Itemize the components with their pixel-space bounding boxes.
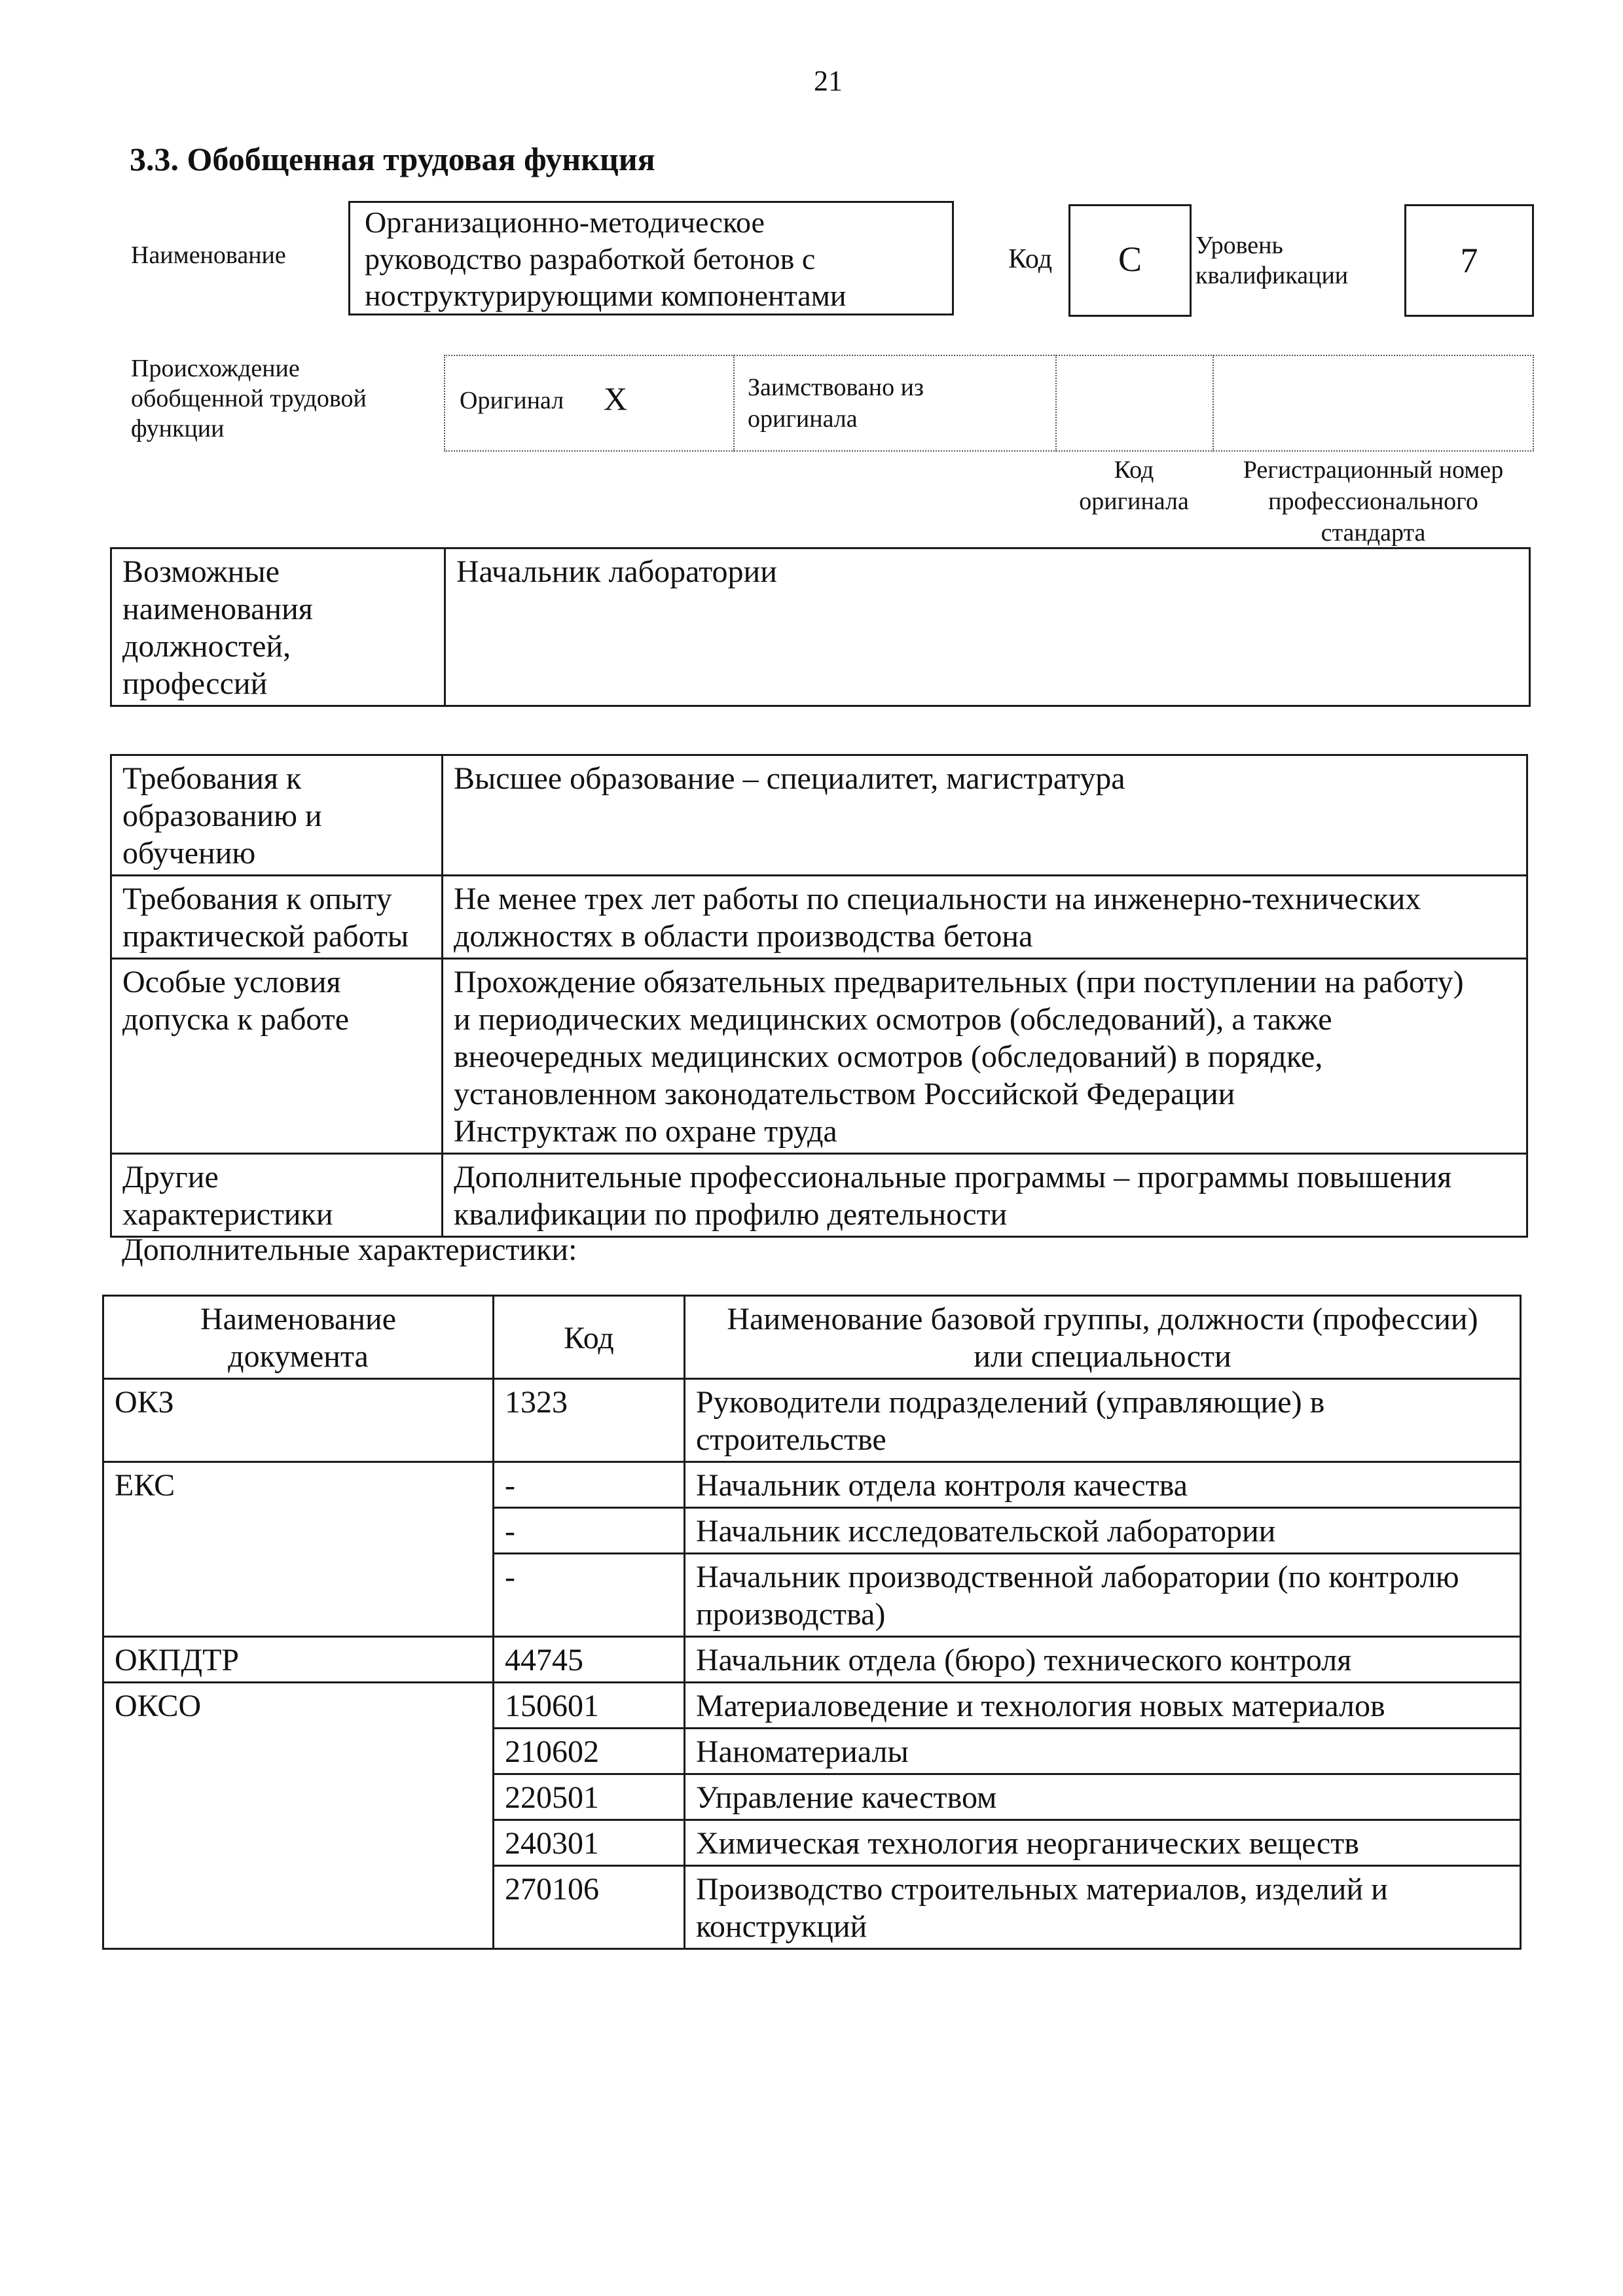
header-row xyxy=(103,1296,1521,1379)
code-cell: 220501 xyxy=(494,1774,685,1820)
level-value-box xyxy=(1404,204,1534,317)
code-label: Код xyxy=(1008,244,1053,274)
code-cell: 210602 xyxy=(494,1729,685,1774)
name-label: Наименование xyxy=(131,242,286,269)
table-row xyxy=(103,1637,1521,1683)
header-document: Наименование документа xyxy=(103,1296,494,1379)
req-value: Не менее трех лет работы по специальности на инженерно-технических должностях в области производства бетона xyxy=(443,876,1527,959)
reg-number-label: Регистрационный номер профессионального стандарта xyxy=(1243,456,1504,547)
code-value: C xyxy=(1118,240,1142,279)
req-value: Прохождение обязательных предварительных (при поступлении на работу) и периодических медицинских осмотров (обследований), а также внеочередных медицинских осмотров (обследований) в порядке, установленном законодательством Российской Федерации Инструктаж по охране труда xyxy=(443,959,1527,1154)
table-row xyxy=(103,1683,1521,1729)
req-row xyxy=(111,876,1527,959)
original-label: Оригинал xyxy=(460,387,564,414)
name-cell: Начальник отдела (бюро) технического контроля xyxy=(685,1637,1521,1683)
name-cell: Начальник исследовательской лаборатории xyxy=(685,1508,1521,1554)
section-title: 3.3. Обобщенная трудовая функция xyxy=(130,141,655,177)
borrowed-label: Заимствовано из оригинала xyxy=(748,374,924,433)
code-original-label: Код оригинала xyxy=(1079,456,1189,515)
code-cell: 240301 xyxy=(494,1820,685,1866)
level-label: Уровень квалификации xyxy=(1195,232,1349,289)
additional-title: Дополнительные характеристики: xyxy=(122,1232,577,1267)
code-value-box xyxy=(1068,204,1192,317)
code-cell: 150601 xyxy=(494,1683,685,1729)
code-cell: - xyxy=(494,1462,685,1508)
additional-table xyxy=(102,1295,1522,1950)
doc-cell: ОКСО xyxy=(103,1683,494,1949)
table-row xyxy=(103,1462,1521,1508)
page-number: 21 xyxy=(814,65,843,97)
name-cell: Руководители подразделений (управляющие) в строительстве xyxy=(685,1379,1521,1462)
doc-cell: ЕКС xyxy=(103,1462,494,1637)
code-cell: - xyxy=(494,1554,685,1637)
origin-div-2 xyxy=(1055,355,1057,452)
origin-div-1 xyxy=(733,355,735,452)
positions-value: Начальник лаборатории xyxy=(445,548,1530,706)
positions-label: Возможные наименования должностей, профессий xyxy=(111,548,445,706)
requirements-table xyxy=(110,754,1528,1238)
name-cell: Производство строительных материалов, изделий и конструкций xyxy=(685,1866,1521,1949)
name-cell: Наноматериалы xyxy=(685,1729,1521,1774)
req-label: Другие характеристики xyxy=(111,1154,443,1237)
req-row xyxy=(111,1154,1527,1237)
code-cell: - xyxy=(494,1508,685,1554)
name-cell: Начальник отдела контроля качества xyxy=(685,1462,1521,1508)
name-value-box xyxy=(348,201,954,315)
name-value: Организационно-методическое руководство разработкой бетонов с ноструктурирующими компонентами xyxy=(365,206,847,312)
origin-div-3 xyxy=(1213,355,1214,452)
code-cell: 1323 xyxy=(494,1379,685,1462)
code-cell: 44745 xyxy=(494,1637,685,1683)
table-row xyxy=(103,1379,1521,1462)
level-value: 7 xyxy=(1460,241,1478,280)
req-row xyxy=(111,755,1527,876)
req-label: Особые условия допуска к работе xyxy=(111,959,443,1154)
name-cell: Химическая технология неорганических веществ xyxy=(685,1820,1521,1866)
req-value: Высшее образование – специалитет, магистратура xyxy=(443,755,1527,876)
doc-cell: ОКЗ xyxy=(103,1379,494,1462)
origin-label: Происхождение обобщенной трудовой функции xyxy=(131,355,367,442)
header-code: Код xyxy=(494,1296,685,1379)
header-name: Наименование базовой группы, должности (профессии) или специальности xyxy=(685,1296,1521,1379)
req-label: Требования к образованию и обучению xyxy=(111,755,443,876)
req-label: Требования к опыту практической работы xyxy=(111,876,443,959)
req-value: Дополнительные профессиональные программы – программы повышения квалификации по профилю деятельности xyxy=(443,1154,1527,1237)
positions-table xyxy=(110,547,1531,707)
original-mark: X xyxy=(604,380,628,417)
name-cell: Материаловедение и технология новых материалов xyxy=(685,1683,1521,1729)
doc-cell: ОКПДТР xyxy=(103,1637,494,1683)
name-cell: Начальник производственной лаборатории (по контролю производства) xyxy=(685,1554,1521,1637)
req-row xyxy=(111,959,1527,1154)
code-cell: 270106 xyxy=(494,1866,685,1949)
name-cell: Управление качеством xyxy=(685,1774,1521,1820)
